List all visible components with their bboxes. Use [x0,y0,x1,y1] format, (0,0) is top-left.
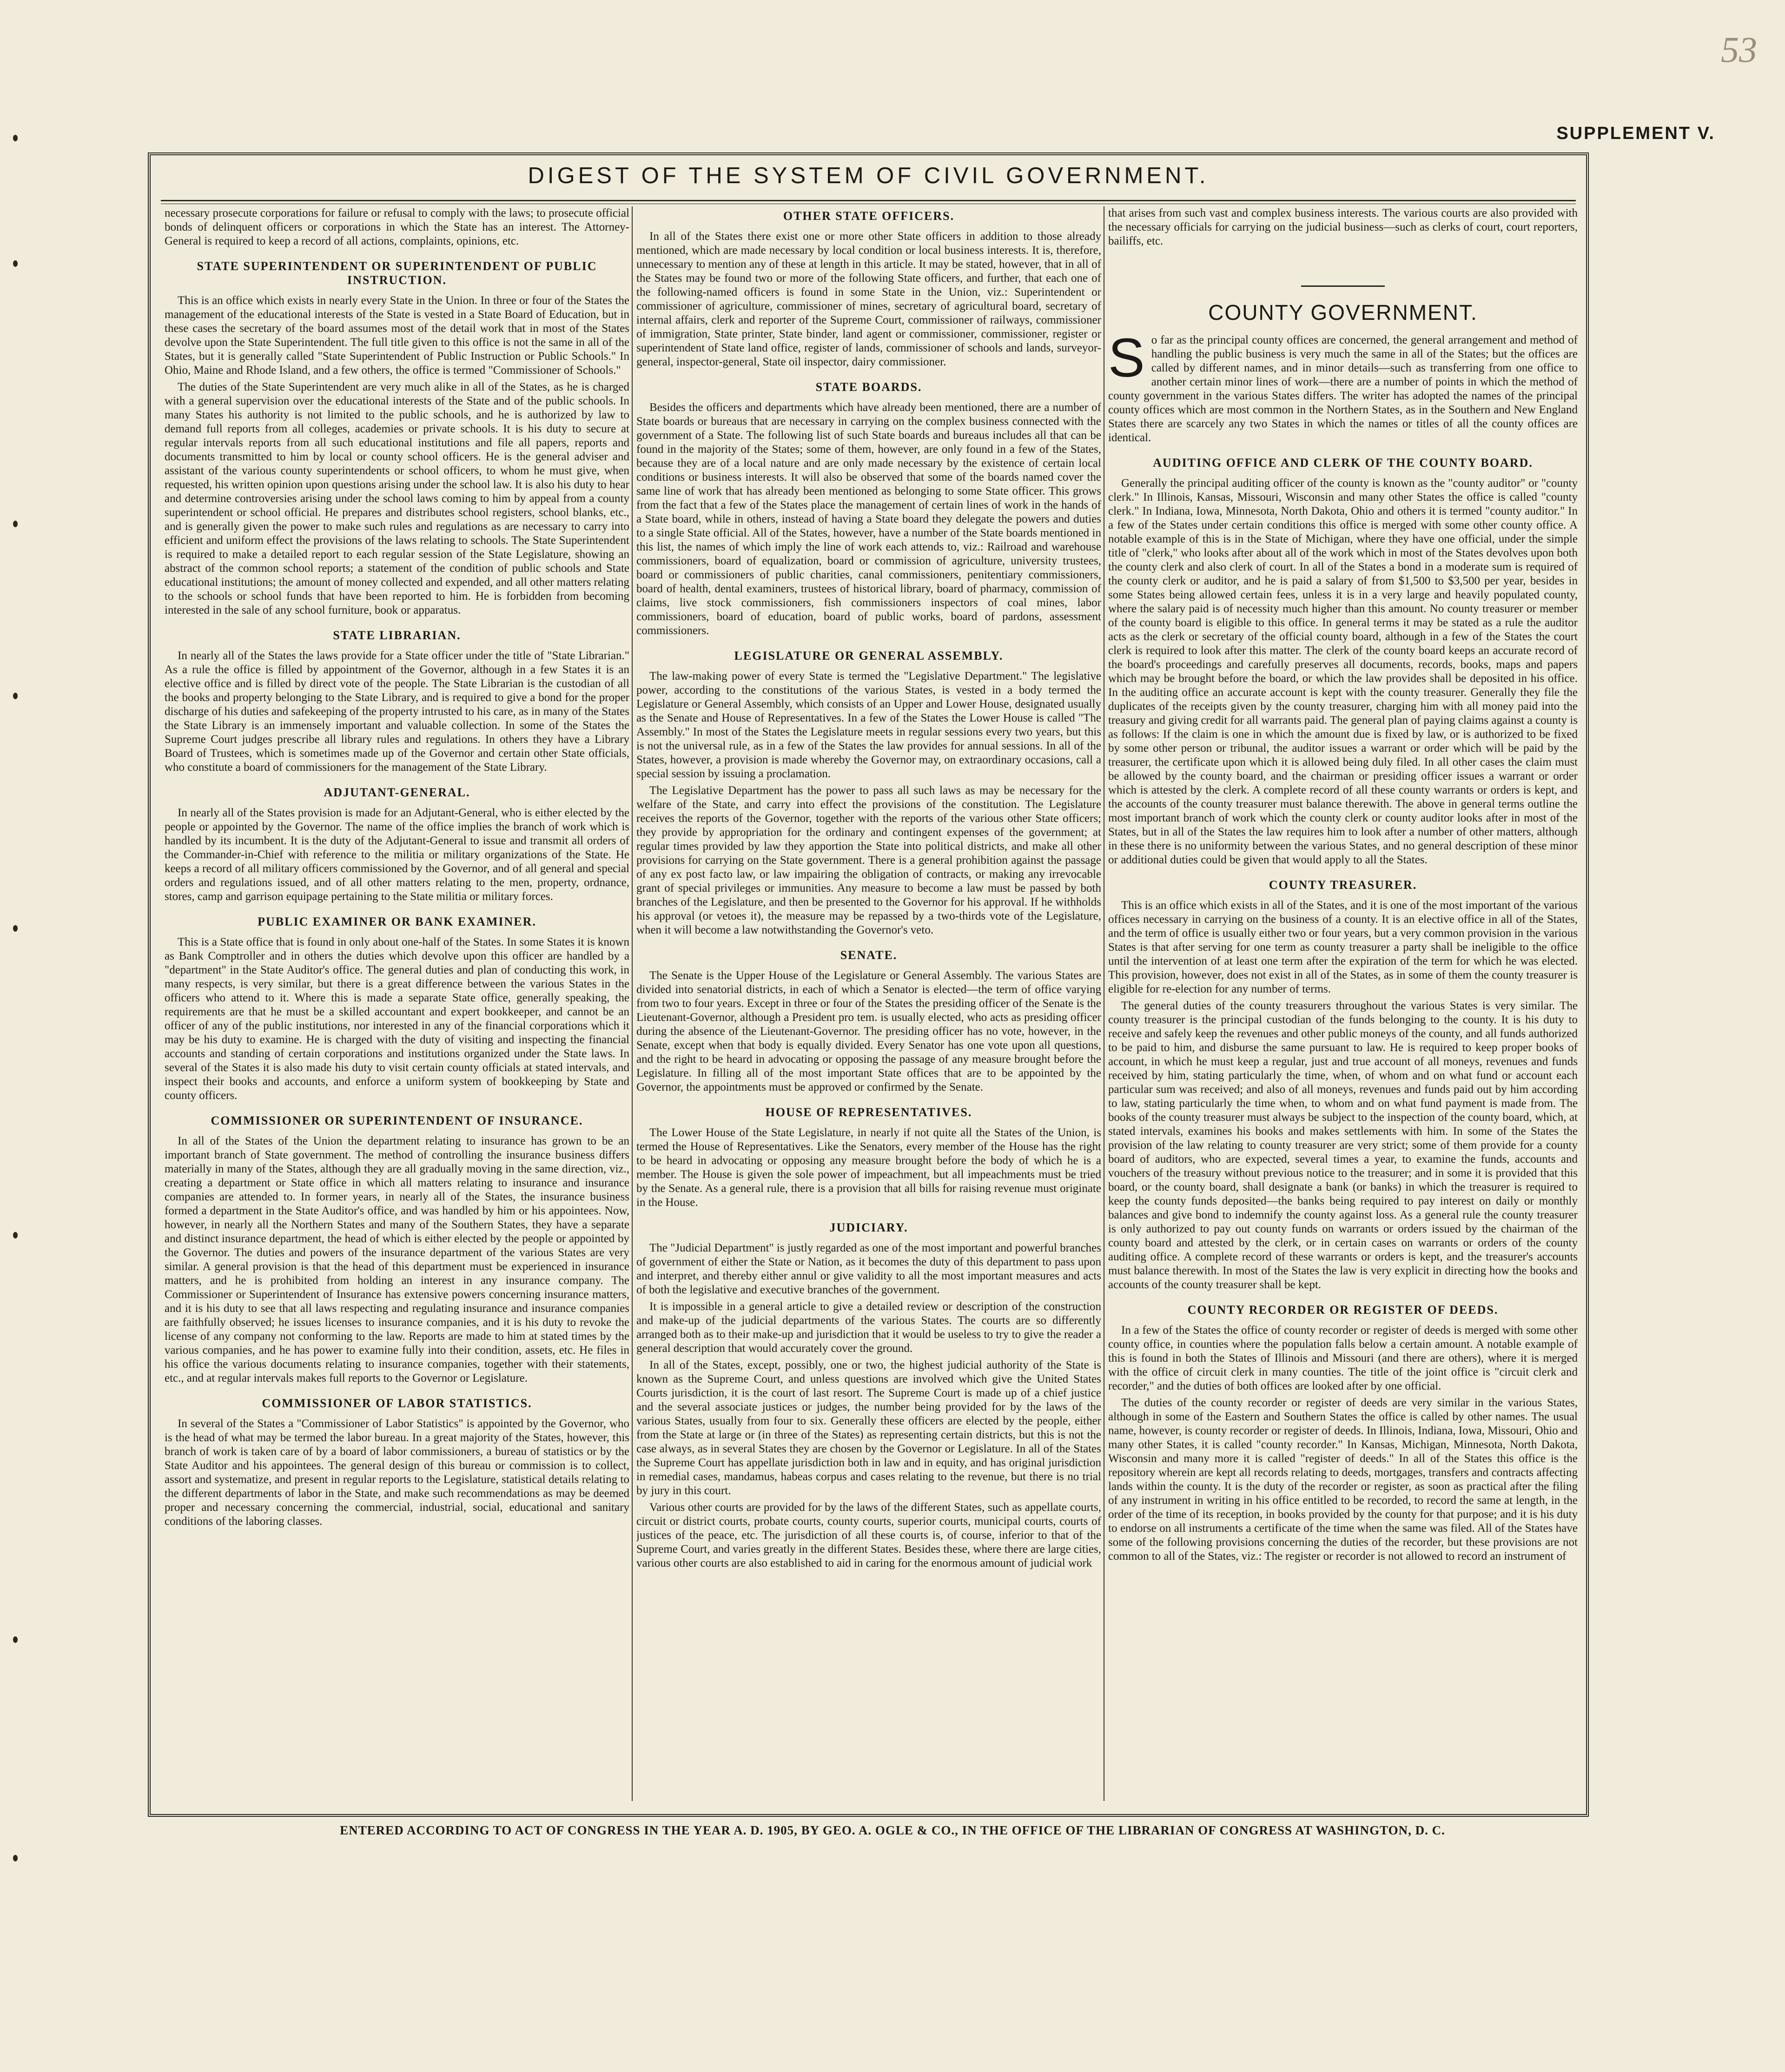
section-heading: OTHER STATE OFFICERS. [783,209,955,223]
section-heading: HOUSE OF REPRESENTATIVES. [765,1106,972,1119]
paragraph-text: o far as the principal county offices are concerned, the general arrangement and method of handling the public business is very much the same in all of the States; but the offices are called by different names, and in minor details—such as transferring from one office to another certain minor lines of work—there are a number of points in which the method of county government in the various States differs. The writer has adopted the names of the principal county offices which are most common in the Northern States, as in the Southern and New England States there are scarcely any two States in which the names or titles of all the county offices are identical. [1108,334,1578,444]
paragraph: The "Judicial Department" is justly regarded as one of the most important and powerful branches of government of either the State or Nation, as it becomes the duty of this department to pass upon and interpret, and thereby either annul or give validity to all the most important measures and acts of both the legislative and executive branches of the government. [636,1242,1101,1296]
intro-paragraph: necessary prosecute corporations for failure or refusal to comply with the laws; to prosecute official bonds of delinquent officers or corporations in which the State has an interest. The Attorney-General is required to keep a record of all actions, complaints, opinions, etc. [165,207,629,247]
binder-hole [13,260,18,267]
paragraph: The duties of the county recorder or register of deeds are very similar in the various States, although in some of the Eastern and Southern States the office is called by other names. The usual name, however, is county recorder or register of deeds. In Illinois, Indiana, Iowa, Missouri, Ohio and many other States, it is called "county recorder." In Kansas, Michigan, Minnesota, North Dakota, Wisconsin and many more it is called "register of deeds." In all of the States this office is the repository wherein are kept all records relating to deeds, mortgages, transfers and contracts affecting lands within the county. It is the duty of the recorder or register, as soon as practical after the filing of any instrument in writing in his office entitled to be recorded, to record the same at length, in the order of the time of its reception, in books provided by the county for that purpose; and it is his duty to endorse on all instruments a certificate of the time when the same was filed. All of the States have some of the following provisions concerning the duties of the recorder, but these provisions are not common to all of the States, viz.: The register or recorder is not allowed to record an instrument of [1108,1397,1578,1562]
section-heading: SENATE. [840,948,898,962]
supplement-label: SUPPLEMENT V. [1556,124,1715,143]
page-frame [148,152,1589,1817]
county-government-heading: COUNTY GOVERNMENT. [1208,300,1478,324]
paragraph: It is impossible in a general article to give a detailed review or description of the construction and make-up of the judicial departments of the various States. The courts are so differently arranged both as to their make-up and jurisdiction that it would be useless to try to give the reader a general description that would accurately cover the ground. [636,1300,1101,1355]
section-heading: STATE BOARDS. [815,380,922,394]
section-heading: COMMISSIONER OR SUPERINTENDENT OF INSURANCE. [211,1114,583,1127]
section-heading: ADJUTANT-GENERAL. [324,786,470,799]
paragraph: The Lower House of the State Legislature, in nearly if not quite all the States of the Union, is termed the House of Representatives. Like the Senators, every member of the House has the right to be heard in advocating or opposing any measure brought before the body of which he is a member. The House is given the sole power of impeachment, but all impeachments must be tried by the Senate. As a general rule, there is a provision that all bills for raising revenue must originate in the House. [636,1126,1101,1209]
binder-hole [13,521,18,527]
section-heading: LEGISLATURE OR GENERAL ASSEMBLY. [734,649,1004,662]
paragraph: The law-making power of every State is termed the "Legislative Department." The legislative power, according to the constitutions of the various States, is vested in a body termed the Legislature or General Assembly, which consists of an Upper and Lower House, designated usually as the Senate and House of Representatives. In a few of the States the Lower House is called "The Assembly." In most of the States the Legislature meets in regular sessions every two years, but this is not the universal rule, as in a few of the States the law provides for annual sessions. In all of the States, however, a provision is made whereby the Governor may, on extraordinary occasions, call a special session by issuing a proclamation. [636,670,1101,780]
section-heading: AUDITING OFFICE AND CLERK OF THE COUNTY BOARD. [1153,456,1533,470]
paragraph: Generally the principal auditing officer of the county is known as the "county auditor" or "county clerk." In Illinois, Kansas, Missouri, Wisconsin and many other States the office is called "county clerk." In Indiana, Iowa, Minnesota, North Dakota, Ohio and others it is termed "county auditor." In a few of the States under certain conditions this office is merged with some other county office. A notable example of this is in the State of Michigan, where they have one official, under the simple title of "clerk," who looks after about all of the work which in most of the States devolves upon both the county clerk and also clerk of court. In all of the States a bond in a moderate sum is required of the county clerk or auditor, and he is paid a salary of from $1,500 to $3,500 per year, besides in some States being allowed certain fees, unless it is in a very large and heavily populated county, where the salary paid is of necessity much higher than this amount. No county treasurer or member of the county board is eligible to this office. In general terms it may be stated as a rule the auditor acts as the clerk or secretary of the official county board, although in a few of the States the court clerk is required to look after this matter. The clerk of the county board keeps an accurate record of the board's proceedings and carefully preserves all documents, records, books, maps and papers which may be brought before the board, or which the law provides shall be deposited in his office. In the auditing office an accurate account is kept with the county treasurer. Generally they file the duplicates of the receipts given by the county treasurer, charging him with all money paid into the treasury and giving credit for all warrants paid. The general plan of paying claims against a county is as follows: If the claim is one in which the amount due is fixed by law, or is authorized to be fixed by some other person or tribunal, the auditor issues a warrant or order which will be paid by the treasurer, the certificate upon which it is allowed being duly filed. In all other cases the claim must be allowed by the county board, and the chairman or presiding officer issues a warrant or order which is attested by the clerk. A complete record of all these county warrants or orders is kept, and the accounts of the county treasurer must balance therewith. The above in general terms outline the most important branch of work which the county clerk or county auditor looks after in most of the States, but in all of the States the law requires him to look after a number of other matters, although in these there is no uniformity between the various States, and no general description of these minor or additional duties could be given that would apply to all the States. [1108,477,1578,866]
paragraph: The Senate is the Upper House of the Legislature or General Assembly. The various States are divided into senatorial districts, in each of which a Senator is elected—the term of office varying from two to four years. Except in three or four of the States the presiding officer of the Senate is the Lieutenant-Governor, although a President pro tem. is usually elected, who acts as presiding officer during the absence of the Lieutenant-Governor. The presiding officer has no vote, however, in the Senate, except when that body is equally divided. Every Senator has one vote upon all questions, and the right to be heard in advocating or opposing the passage of any measure brought before the Legislature. In filling all of the most important State offices that are to be appointed by the Governor, the appointments must be approved or confirmed by the Senate. [636,969,1101,1093]
paragraph: In all of the States, except, possibly, one or two, the highest judicial authority of the State is known as the Supreme Court, and unless questions are involved which give the United States Courts jurisdiction, it is the court of last resort. The Supreme Court is made up of a chief justice and the several associate justices or judges, the number being provided for by the laws of the various States, usually from four to six. Generally these officers are elected by the people, either from the State at large or (in three of the States) as representing certain districts, but this is not the case always, as in several States they are chosen by the Governor or Legislature. In all of the States the Supreme Court has appellate jurisdiction both in law and in equity, and has original jurisdiction in remedial cases, mandamus, habeas corpus and cases relating to the revenue, but there is no trial by jury in this court. [636,1359,1101,1497]
paragraph: The Legislative Department has the power to pass all such laws as may be necessary for the welfare of the State, and carry into effect the provisions of the constitution. The Legislature receives the reports of the Governor, together with the reports of the various other State officers; they provide by appropriation for the ordinary and contingent expenses of the government; at regular times provided by law they apportion the State into political districts, and make all other provisions for carrying on the State government. There is a general prohibition against the passage of any ex post facto law, or law impairing the obligation of contracts, or making any irrevocable grant of special privileges or immunities. Any measure to become a law must be passed by both branches of the Legislature, and then be presented to the Governor for his approval. If he withholds his approval (or vetoes it), the measure may be repassed by a two-thirds vote of the Legislature, when it will become a law notwithstanding the Governor's veto. [636,784,1101,936]
intro-paragraph: that arises from such vast and complex business interests. The various courts are also provided with the necessary officials for carrying on the judicial business—such as clerks of court, court reporters, bailiffs, etc. [1108,207,1578,247]
copyright-footer: ENTERED ACCORDING TO ACT OF CONGRESS IN THE YEAR A. D. 1905, BY GEO. A. OGLE & CO., IN THE OFFICE OF THE LIBRARIAN OF CONGRESS AT WASHINGTON, D. C. [340,1823,1445,1837]
county-intro-paragraph [1108,327,1578,445]
section-heading: STATE LIBRARIAN. [333,629,461,642]
paragraph: The general duties of the county treasurers throughout the various States is very similar. The county treasurer is the principal custodian of the funds belonging to the county. It is his duty to receive and safely keep the revenues and other public moneys of the county, and all funds authorized to be paid to him, and disburse the same pursuant to law. He is required to keep proper books of account, in which he must keep a regular, just and true account of all moneys, revenues and funds received by him, stating particularly the time, when, of whom and on what fund or account each particular sum was received; and also of all moneys, revenues and funds paid out by him according to law, stating particularly the time when, to whom and on what fund payment is made from. The books of the county treasurer must always be subject to the inspection of the county board, which, at stated intervals, examines his books and makes settlements with him. In some of the States the provision of the law relating to county treasurer are very strict; some of them provide for a county board of auditors, who are expected, several times a year, to examine the funds, accounts and vouchers of the treasury without previous notice to the treasurer; and in some it is provided that this board, or the county board, shall designate a bank (or banks) in which the treasurer is required to keep the county funds deposited—the banks being required to pay interest on daily or monthly balances and give bond to indemnify the county against loss. As a general rule the county treasurer is only authorized to pay out county funds on warrants or orders issued by the chairman of the county board and attested by the clerk, or in certain cases on warrants or orders of the county auditing office. A complete record of these warrants or orders is kept, and the treasurer's accounts must balance therewith. In most of the States the law is very explicit in directing how the books and accounts of the county treasurer shall be kept. [1108,1000,1578,1291]
title-rule [161,200,1576,204]
section-heading: STATE SUPERINTENDENT OR SUPERINTENDENT OF PUBLIC INSTRUCTION. [197,259,597,287]
column-2 [636,206,1101,1801]
paragraph: In nearly all of the States the laws provide for a State officer under the title of "State Librarian." As a rule the office is filled by appointment of the Governor, although in a few States it is an elective office and is filled by direct vote of the people. The State Librarian is the custodian of all the books and property belonging to the State Library, and is required to give a bond for the proper discharge of his duties and safekeeping of the property intrusted to his care, as in many of the States the State Library is an immensely important and valuable collection. In some of the States the Supreme Court judges prescribe all library rules and regulations. In others they have a Library Board of Trustees, which is sometimes made up of the Governor and certain other State officials, who constitute a board of commissioners for the management of the State Library. [165,649,629,774]
paragraph: In all of the States there exist one or more other State officers in addition to those already mentioned, which are made necessary by local condition or local business interests. It is, therefore, unnecessary to mention any of these at length in this article. It may be stated, however, that in all of the States may be found two or more of the following State officers, and further, that each one of the following-named officers is found in some State in the Union, viz.: Superintendent or commissioner of agriculture, commissioner of mines, secretary of agricultural board, secretary of internal affairs, clerk and reporter of the Supreme Court, commissioner of railways, commissioner of immigration, State printer, State binder, land agent or commissioner, commissioner, register or superintendent of State land office, register of lands, commissioner of schools and lands, surveyor-general, inspector-general, State oil inspector, dairy commissioner. [636,230,1101,368]
paragraph: In all of the States of the Union the department relating to insurance has grown to be an important branch of State government. The method of controlling the insurance business differs materially in many of the States, although they are all gradually moving in the same direction, viz., creating a department or State office in which all matters relating to insurance and insurance companies are attended to. In former years, in nearly all of the States, the insurance business formed a department in the State Auditor's office, and was handled by him or his appointees. Now, however, in nearly all the Northern States and many of the Southern States, they have a separate and distinct insurance department, the head of which is either elected by the people or appointed by the Governor. The duties and powers of the insurance department of the various States are very similar. A general provision is that the head of this department must be experienced in insurance matters, and he is prohibited from holding an interest in any insurance company. The Commissioner or Superintendent of Insurance has extensive powers concerning insurance matters, and it is his duty to see that all laws respecting and regulating insurance and insurance companies are faithfully observed; he issues licenses to insurance companies, and it is his duty to revoke the license of any company not conforming to the law. Reports are made to him at stated times by the various companies, and he has power to examine fully into their condition, assets, etc. He files in his office the various documents relating to insurance companies, together with their statements, etc., and at regular intervals makes full reports to the Governor or Legislature. [165,1135,629,1384]
handwritten-page-number: 53 [1721,29,1757,70]
paragraph: This is an office which exists in nearly every State in the Union. In three or four of the States the management of the educational interests of the State is vested in a State Board of Education, but in these cases the secretary of the board assumes most of the detail work that in most of the States devolve upon the State Superintendent. The full title given to this office is not the same in all of the States, but it is generally called "State Superintendent of Public Instruction or Public Schools." In Ohio, Maine and Rhode Island, and a few others, the office is termed "Commissioner of Schools." [165,294,629,377]
section-heading: COMMISSIONER OF LABOR STATISTICS. [262,1397,532,1410]
paragraph: The duties of the State Superintendent are very much alike in all of the States, as he is charged with a general supervision over the educational interests of the State and of the public schools. In many States his authority is not limited to the public schools, and he is authorized by law to demand full reports from all colleges, academies or private schools. It is his duty to secure at regular intervals reports from all such educational institutions and file all papers, reports and documents transmitted to him by local or county school officers. He is the general adviser and assistant of the various county superintendents or school officers, to whom he must give, when requested, his written opinion upon questions arising under the school law. It is also his duty to hear and determine controversies arising under the school laws coming to him by appeal from a county superintendent or school official. He prepares and distributes school registers, school blanks, etc., and is generally given the power to make such rules and regulations as are necessary to carry into efficient and uniform effect the provisions of the laws relating to schools. The State Superintendent is required to make a detailed report to each regular session of the State Legislature, showing an abstract of the common school reports; a statement of the condition of public schools and State educational institutions; the amount of money collected and expended, and all other matters relating to the schools or school funds that have been reported to him. He is forbidden from becoming interested in the sale of any school furniture, book or apparatus. [165,381,629,616]
column-3 [1108,206,1578,1801]
column-divider [632,206,633,1801]
binder-hole [13,1232,18,1238]
section-heading: PUBLIC EXAMINER OR BANK EXAMINER. [258,915,536,928]
binder-hole [13,1636,18,1643]
paragraph: This is an office which exists in all of the States, and it is one of the most important of the various offices necessary in carrying on the business of a county. It is an elective office in all of the States, and the term of office is usually either two or four years, but a very common provision in the various States is that after serving for one term as county treasurer a party shall be ineligible to the office until the intervention of at least one term after the expiration of the term for which he was elected. This provision, however, does not exist in all of the States, as in some of them the county treasurer is eligible for re-election for any number of terms. [1108,899,1578,995]
paragraph: This is a State office that is found in only about one-half of the States. In some States it is known as Bank Comptroller and in others the duties which devolve upon this officer are handled by a "department" in the State Auditor's office. The general duties and plan of conducting this work, in many respects, is very similar, but there is a great difference between the various States in the officers who attend to it. Where this is made a separate State office, generally speaking, the requirements are that he must be a skilled accountant and expert bookkeeper, and cannot be an officer of any of the public institutions, nor interested in any of the financial corporations which it may be his duty to examine. He is charged with the duty of visiting and inspecting the financial accounts and standing of certain corporations and institutions organized under the State laws. In several of the States it is also made his duty to visit certain county officials at stated intervals, and inspect their books and accounts, and enforce a uniform system of bookkeeping by State and county officers. [165,936,629,1102]
section-separator [1301,285,1385,287]
paragraph: In nearly all of the States provision is made for an Adjutant-General, who is either elected by the people or appointed by the Governor. The name of the office implies the branch of work which is handled by its incumbent. It is the duty of the Adjutant-General to issue and transmit all orders of the Commander-in-Chief with reference to the militia or military organizations of the State. He keeps a record of all military officers commissioned by the Governor, and of all general and special orders and regulations issued, and of all other matters relating to the men, property, ordnance, stores, camp and garrison equipage pertaining to the State militia or military forces. [165,807,629,903]
section-heading: JUDICIARY. [829,1221,908,1234]
binder-hole [13,135,18,141]
binder-hole [13,693,18,699]
binder-hole [13,925,18,932]
page-title: DIGEST OF THE SYSTEM OF CIVIL GOVERNMENT. [528,163,1209,188]
binder-hole [13,1855,18,1861]
paragraph: Various other courts are provided for by the laws of the different States, such as appellate courts, circuit or district courts, probate courts, county courts, superior courts, municipal courts, courts of justices of the peace, etc. The jurisdiction of all these courts is, of course, inferior to that of the Supreme Court, and varies greatly in the different States. Besides these, where there are large cities, various other courts are also established to aid in caring for the enormous amount of judicial work [636,1501,1101,1569]
section-heading: COUNTY RECORDER OR REGISTER OF DEEDS. [1187,1303,1499,1317]
paragraph: In several of the States a "Commissioner of Labor Statistics" is appointed by the Governor, who is the head of what may be termed the labor bureau. In a great majority of the States, however, this branch of work is taken care of by a board of labor commissioners, a bureau of statistics or by the State Auditor and his appointees. The general design of this bureau or commission is to collect, assort and systematize, and present in regular reports to the Legislature, statistical details relating to the different departments of labor in the State, and make such recommendations as may be deemed proper and necessary concerning the commercial, industrial, social, educational and sanitary conditions of the laboring classes. [165,1417,629,1528]
column-1 [165,206,629,1801]
section-heading: COUNTY TREASURER. [1269,878,1417,892]
drop-cap: S [1108,327,1145,389]
paragraph: In a few of the States the office of county recorder or register of deeds is merged with some other county office, in counties where the population falls below a certain amount. A notable example of this is found in both the States of Illinois and Missouri (and there are others), where it is merged with the office of circuit clerk in many counties. The title of the joint office is "circuit clerk and recorder," and the duties of both offices are looked after by one official. [1108,1324,1578,1392]
paragraph: Besides the officers and departments which have already been mentioned, there are a number of State boards or bureaus that are necessary in carrying on the complex business connected with the government of a State. The following list of such State boards and bureaus includes all that can be found in the majority of the States; some of them, however, are only found in a few of the States, because they are of a local nature and are only made necessary by the existence of certain local conditions or business interests. It will also be observed that some of the boards named cover the same line of work that has already been mentioned as belonging to some State officer. This grows from the fact that a few of the States place the management of certain lines of work in the hands of a State board, while in others, instead of having a State board they delegate the powers and duties to a single State official. All of the States, however, have a number of the State boards mentioned in this list, the names of which imply the line of work each attends to, viz.: Railroad and warehouse commissioners, board of equalization, board or commission of agriculture, university trustees, board or commissioners of public charities, canal commissioners, penitentiary commissioners, board of health, dental examiners, trustees of historical library, board of pharmacy, commission of claims, live stock commissioners, fish commissioners inspectors of coal mines, labor commissioners, board of education, board of public works, board of pardons, assessment commissioners. [636,401,1101,637]
